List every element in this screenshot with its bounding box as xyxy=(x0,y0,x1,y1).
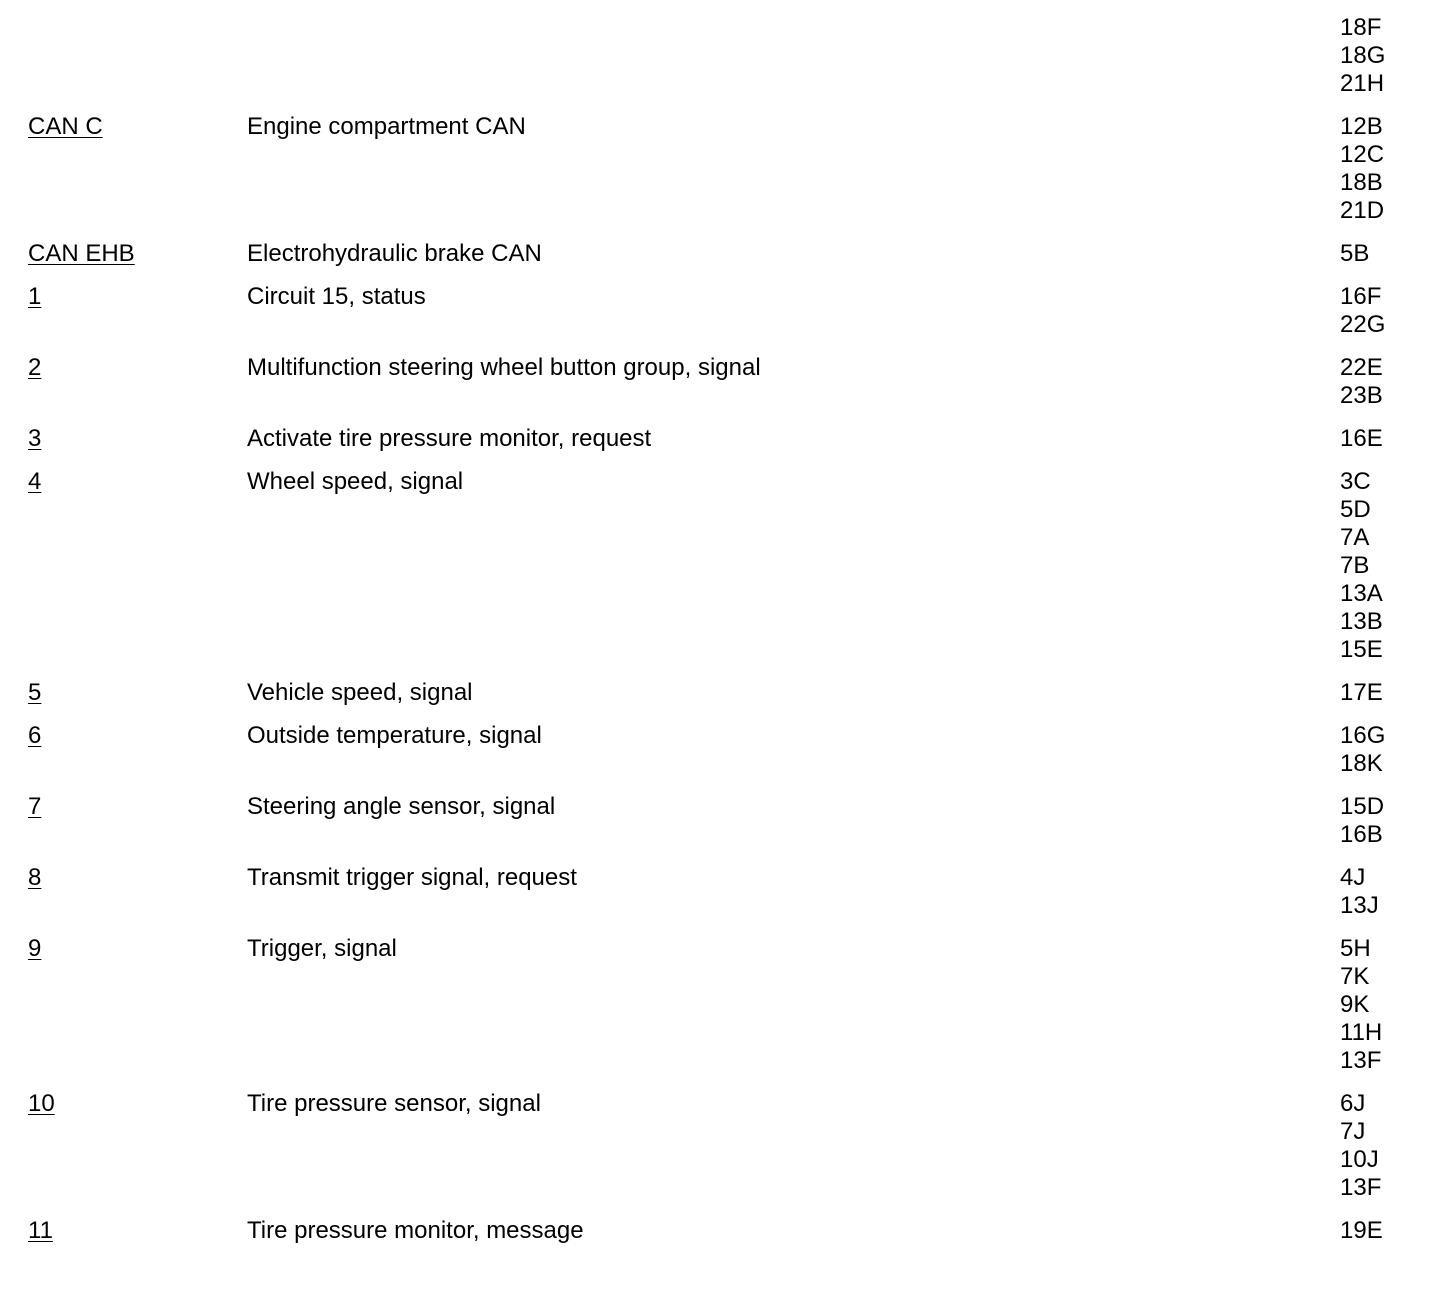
table-row xyxy=(0,283,1456,339)
grid-references xyxy=(1340,283,1385,339)
signal-description: Steering angle sensor, signal xyxy=(247,793,556,820)
signal-description: Vehicle speed, signal xyxy=(247,679,473,706)
signal-key-cell xyxy=(0,468,247,496)
grid-references xyxy=(1340,425,1383,453)
grid-reference: 13B xyxy=(1340,608,1383,635)
signal-key-cell xyxy=(0,1090,247,1118)
table-row xyxy=(0,240,1456,268)
grid-reference: 5B xyxy=(1340,240,1370,267)
grid-reference: 22E xyxy=(1340,354,1383,381)
signal-key-link[interactable]: CAN EHB xyxy=(28,240,135,267)
grid-references xyxy=(1340,354,1383,410)
table-row xyxy=(0,722,1456,778)
grid-reference: 16G xyxy=(1340,722,1386,749)
signal-key-link[interactable]: 4 xyxy=(28,468,42,495)
table-row xyxy=(0,1217,1456,1245)
grid-reference: 6J xyxy=(1340,1090,1366,1117)
signal-key-link[interactable]: 2 xyxy=(28,354,42,381)
grid-references xyxy=(1340,1090,1381,1202)
signal-key-link[interactable]: 3 xyxy=(28,425,42,452)
signal-description: Circuit 15, status xyxy=(247,283,426,310)
grid-reference: 18F xyxy=(1340,14,1382,41)
grid-reference: 22G xyxy=(1340,311,1386,338)
grid-reference: 16F xyxy=(1340,283,1382,310)
signal-description: Tire pressure sensor, signal xyxy=(247,1090,541,1117)
signal-key-link[interactable]: 7 xyxy=(28,793,42,820)
grid-reference: 13A xyxy=(1340,580,1383,607)
signal-key-cell xyxy=(0,354,247,382)
signal-key-cell xyxy=(0,679,247,707)
signal-description: Engine compartment CAN xyxy=(247,113,526,140)
grid-reference: 4J xyxy=(1340,864,1366,891)
grid-reference: 15E xyxy=(1340,636,1383,663)
grid-references xyxy=(1340,468,1383,664)
grid-reference: 18G xyxy=(1340,42,1386,69)
signal-key-cell xyxy=(0,1217,247,1245)
signal-reference-table xyxy=(0,14,1456,1260)
grid-references xyxy=(1340,935,1382,1075)
table-row xyxy=(0,793,1456,849)
table-row xyxy=(0,425,1456,453)
signal-key-link[interactable]: 9 xyxy=(28,935,42,962)
grid-reference: 5H xyxy=(1340,935,1371,962)
signal-description: Electrohydraulic brake CAN xyxy=(247,240,542,267)
grid-reference: 9K xyxy=(1340,991,1370,1018)
signal-key-cell xyxy=(0,864,247,892)
signal-description: Activate tire pressure monitor, request xyxy=(247,425,652,452)
grid-references xyxy=(1340,864,1379,920)
grid-reference: 13F xyxy=(1340,1174,1382,1201)
signal-description: Multifunction steering wheel button group, signal xyxy=(247,354,761,381)
table-row xyxy=(0,935,1456,1075)
signal-key-link[interactable]: 6 xyxy=(28,722,42,749)
table-row xyxy=(0,1090,1456,1202)
signal-description: Wheel speed, signal xyxy=(247,468,464,495)
grid-references xyxy=(1340,722,1385,778)
signal-key-cell xyxy=(0,283,247,311)
grid-reference: 18K xyxy=(1340,750,1383,777)
table-row xyxy=(0,468,1456,664)
grid-reference: 12B xyxy=(1340,113,1383,140)
grid-reference: 21H xyxy=(1340,70,1385,97)
table-row xyxy=(0,14,1456,98)
signal-description: Outside temperature, signal xyxy=(247,722,542,749)
table-row xyxy=(0,113,1456,225)
signal-description: Transmit trigger signal, request xyxy=(247,864,577,891)
grid-reference: 11H xyxy=(1340,1019,1383,1046)
table-row xyxy=(0,354,1456,410)
signal-key-cell xyxy=(0,793,247,821)
grid-references xyxy=(1340,14,1385,98)
signal-key-link[interactable]: 10 xyxy=(28,1090,55,1117)
grid-reference: 17E xyxy=(1340,679,1383,706)
grid-reference: 13J xyxy=(1340,892,1379,919)
grid-reference: 16B xyxy=(1340,821,1383,848)
signal-key-cell xyxy=(0,113,247,141)
signal-key-cell xyxy=(0,722,247,750)
signal-key-link[interactable]: 8 xyxy=(28,864,42,891)
signal-key-link[interactable]: CAN C xyxy=(28,113,103,140)
signal-description: Tire pressure monitor, message xyxy=(247,1217,584,1244)
grid-references xyxy=(1340,240,1369,268)
grid-reference: 7K xyxy=(1340,963,1370,990)
grid-reference: 12C xyxy=(1340,141,1385,168)
grid-reference: 7J xyxy=(1340,1118,1366,1145)
signal-key-cell xyxy=(0,240,247,268)
grid-reference: 19E xyxy=(1340,1217,1383,1244)
grid-reference: 23B xyxy=(1340,382,1383,409)
grid-reference: 7A xyxy=(1340,524,1370,551)
signal-key-cell xyxy=(0,935,247,963)
grid-references xyxy=(1340,1217,1383,1245)
signal-key-link[interactable]: 11 xyxy=(28,1217,53,1244)
signal-key-link[interactable]: 5 xyxy=(28,679,42,706)
signal-key-cell xyxy=(0,425,247,453)
grid-reference: 13F xyxy=(1340,1047,1382,1074)
grid-reference: 3C xyxy=(1340,468,1371,495)
grid-reference: 15D xyxy=(1340,793,1385,820)
grid-reference: 10J xyxy=(1340,1146,1379,1173)
table-row xyxy=(0,679,1456,707)
grid-references xyxy=(1340,679,1383,707)
grid-reference: 16E xyxy=(1340,425,1383,452)
grid-reference: 21D xyxy=(1340,197,1385,224)
signal-description: Trigger, signal xyxy=(247,935,397,962)
grid-reference: 7B xyxy=(1340,552,1370,579)
signal-key-link[interactable]: 1 xyxy=(28,283,42,310)
grid-references xyxy=(1340,793,1384,849)
grid-references xyxy=(1340,113,1384,225)
table-row xyxy=(0,864,1456,920)
grid-reference: 5D xyxy=(1340,496,1371,523)
grid-reference: 18B xyxy=(1340,169,1383,196)
